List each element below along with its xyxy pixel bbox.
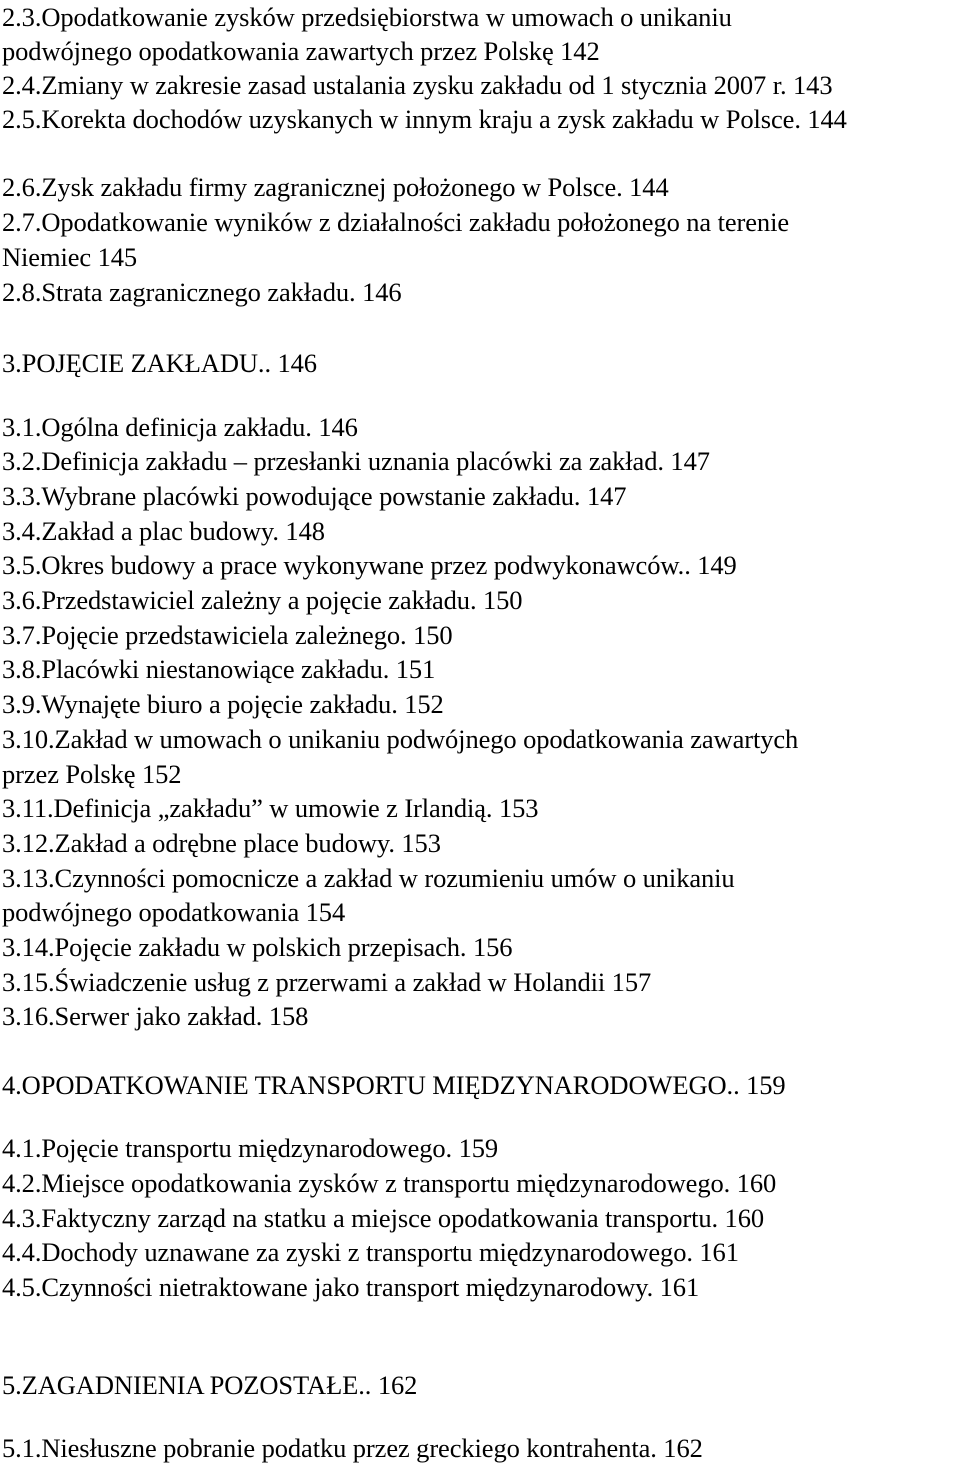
toc-entry-2-7-cont: Niemiec 145 [2, 242, 138, 272]
toc-entry-4-2: 4.2.Miejsce opodatkowania zysków z transportu międzynarodowego. 160 [2, 1168, 777, 1198]
toc-entry-3-11: 3.11.Definicja „zakładu” w umowie z Irlandią. 153 [2, 793, 539, 823]
toc-entry-3-7: 3.7.Pojęcie przedstawiciela zależnego. 150 [2, 620, 453, 650]
toc-entry-4-4: 4.4.Dochody uznawane za zyski z transportu międzynarodowego. 161 [2, 1237, 739, 1267]
toc-entry-2-6: 2.6.Zysk zakładu firmy zagranicznej położonego w Polsce. 144 [2, 172, 669, 202]
toc-entry-3-3: 3.3.Wybrane placówki powodujące powstanie zakładu. 147 [2, 481, 627, 511]
toc-entry-2-3-cont: podwójnego opodatkowania zawartych przez Polskę 142 [2, 36, 600, 66]
toc-entry-3-8: 3.8.Placówki niestanowiące zakładu. 151 [2, 654, 436, 684]
toc-entry-2-7: 2.7.Opodatkowanie wyników z działalności zakładu położonego na terenie [2, 207, 790, 237]
toc-entry-4-3: 4.3.Faktyczny zarząd na statku a miejsce opodatkowania transportu. 160 [2, 1203, 764, 1233]
toc-entry-3-12: 3.12.Zakład a odrębne place budowy. 153 [2, 828, 441, 858]
toc-entry-3-14: 3.14.Pojęcie zakładu w polskich przepisach. 156 [2, 932, 513, 962]
toc-entry-4-5: 4.5.Czynności nietraktowane jako transport międzynarodowy. 161 [2, 1272, 700, 1302]
toc-entry-5-1: 5.1.Niesłuszne pobranie podatku przez greckiego kontrahenta. 162 [2, 1433, 703, 1463]
toc-entry-3-6: 3.6.Przedstawiciel zależny a pojęcie zakładu. 150 [2, 585, 523, 615]
toc-entry-3-1: 3.1.Ogólna definicja zakładu. 146 [2, 412, 358, 442]
toc-entry-3-2: 3.2.Definicja zakładu – przesłanki uznania placówki za zakład. 147 [2, 446, 710, 476]
toc-chapter-4: 4.OPODATKOWANIE TRANSPORTU MIĘDZYNARODOWEGO.. 159 [2, 1070, 786, 1100]
toc-entry-4-1: 4.1.Pojęcie transportu międzynarodowego. 159 [2, 1133, 499, 1163]
toc-entry-2-8: 2.8.Strata zagranicznego zakładu. 146 [2, 277, 402, 307]
toc-chapter-5: 5.ZAGADNIENIA POZOSTAŁE.. 162 [2, 1370, 418, 1400]
toc-entry-2-4: 2.4.Zmiany w zakresie zasad ustalania zysku zakładu od 1 stycznia 2007 r. 143 [2, 70, 833, 100]
toc-entry-3-15: 3.15.Świadczenie usług z przerwami a zakład w Holandii 157 [2, 967, 652, 997]
toc-entry-3-9: 3.9.Wynajęte biuro a pojęcie zakładu. 152 [2, 689, 444, 719]
toc-entry-3-10-cont: przez Polskę 152 [2, 759, 182, 789]
toc-entry-3-13: 3.13.Czynności pomocnicze a zakład w rozumieniu umów o unikaniu [2, 863, 735, 893]
toc-entry-3-16: 3.16.Serwer jako zakład. 158 [2, 1001, 309, 1031]
toc-entry-3-5: 3.5.Okres budowy a prace wykonywane przez podwykonawców.. 149 [2, 550, 737, 580]
toc-entry-3-10: 3.10.Zakład w umowach o unikaniu podwójnego opodatkowania zawartych [2, 724, 799, 754]
toc-entry-3-4: 3.4.Zakład a plac budowy. 148 [2, 516, 325, 546]
toc-entry-2-3: 2.3.Opodatkowanie zysków przedsiębiorstwa w umowach o unikaniu [2, 2, 732, 32]
toc-entry-3-13-cont: podwójnego opodatkowania 154 [2, 897, 346, 927]
toc-entry-2-5: 2.5.Korekta dochodów uzyskanych w innym kraju a zysk zakładu w Polsce. 144 [2, 104, 847, 134]
toc-chapter-3: 3.POJĘCIE ZAKŁADU.. 146 [2, 348, 317, 378]
